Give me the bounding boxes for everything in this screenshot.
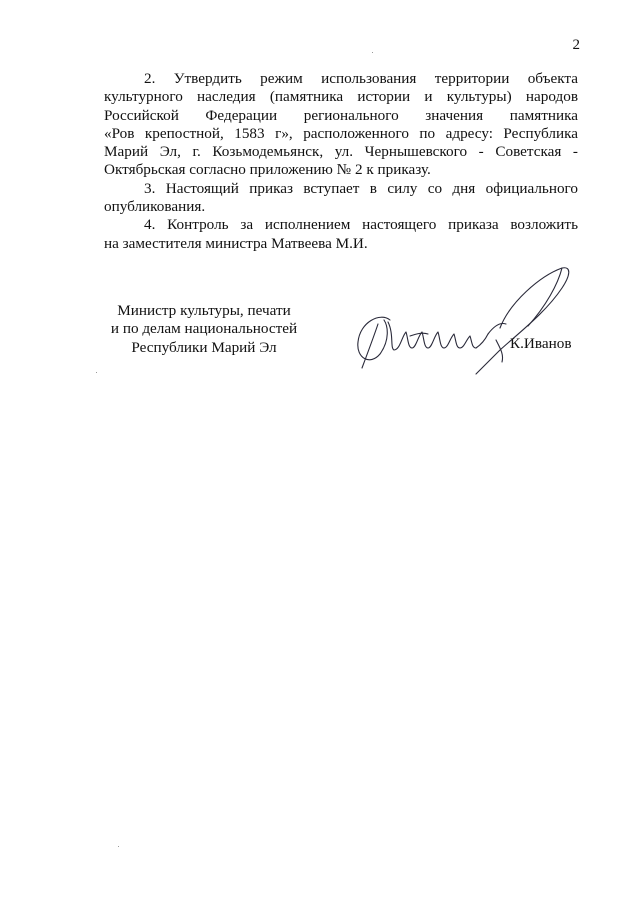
scan-speck: [372, 52, 373, 53]
position-line-2: и по делам национальностей: [110, 320, 298, 338]
paragraph-3-line-1: 3. Настоящий приказ вступает в силу со дня официального: [144, 179, 578, 197]
paragraph-4-line-2: на заместителя министра Матвеева М.И.: [104, 234, 368, 252]
paragraph-2-line-4: «Ров крепостной, 1583 г», расположенного по адресу: Республика: [104, 124, 578, 142]
paragraph-4: [104, 216, 578, 253]
position-line-3: Республики Марий Эл: [131, 338, 277, 356]
paragraph-4-line-1: 4. Контроль за исполнением настоящего приказа возложить: [144, 216, 578, 234]
handwritten-signature: [350, 262, 580, 382]
signature-strokes: [358, 268, 569, 374]
paragraph-2: [104, 70, 578, 180]
page-number: 2: [572, 37, 580, 53]
order-body: [104, 70, 578, 253]
paragraph-3: [104, 180, 578, 217]
paragraph-2-line-1: 2. Утвердить режим использования территории объекта: [144, 70, 578, 87]
paragraph-2-line-3: Российской Федерации регионального значения памятника: [104, 106, 578, 124]
signer-name: К.Иванов: [510, 335, 572, 352]
scan-speck: [96, 372, 97, 373]
paragraph-2-line-2: культурного наследия (памятника истории и культуры) народов: [104, 88, 578, 106]
position-line-1: Министр культуры, печати: [117, 302, 291, 319]
scan-speck: [118, 846, 119, 847]
signatory-position: [104, 302, 304, 357]
paragraph-3-line-2: опубликования.: [104, 198, 206, 216]
paragraph-2-line-5: Марий Эл, г. Козьмодемьянск, ул. Чернышевского - Советская -: [104, 143, 578, 161]
paragraph-2-line-6: Октябрьская согласно приложению № 2 к приказу.: [104, 161, 431, 179]
